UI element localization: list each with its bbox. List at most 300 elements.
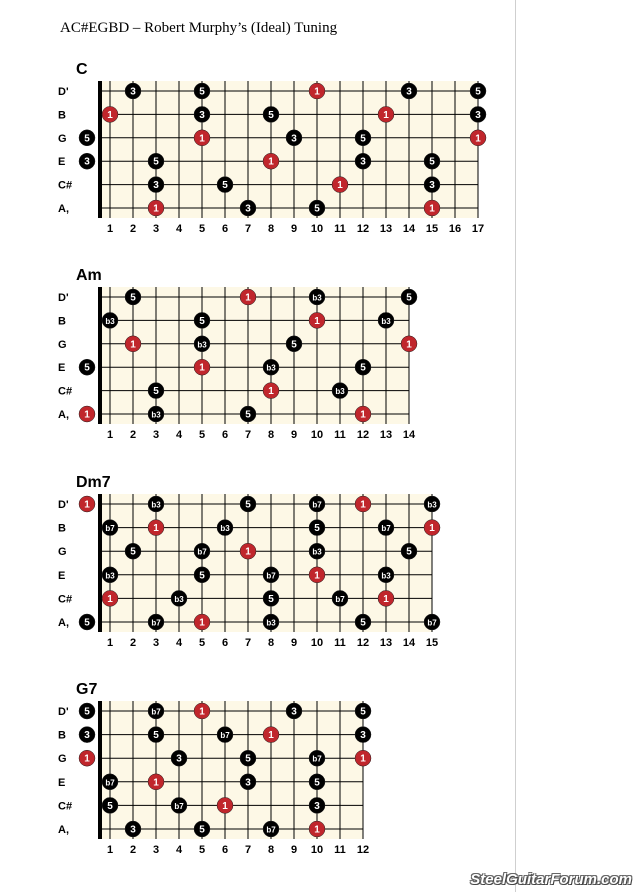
fret-number: 6: [221, 844, 229, 856]
fret-number: 3: [152, 429, 160, 441]
fret-number: 7: [244, 637, 252, 649]
note-dot: [309, 543, 325, 559]
note-dot: [470, 83, 486, 99]
string-label: C#: [58, 593, 73, 606]
note-dot: [424, 153, 440, 169]
note-dot: [217, 177, 233, 193]
note-dot: [355, 703, 371, 719]
fret-number: 16: [448, 223, 462, 235]
note-label: 1: [222, 800, 228, 812]
note-dot: [401, 543, 417, 559]
root-note-dot: [79, 750, 95, 766]
string-label: G: [58, 546, 67, 559]
note-dot: [125, 543, 141, 559]
fret-number: 3: [152, 844, 160, 856]
note-label: 1: [314, 824, 320, 836]
note-label: 3: [291, 706, 297, 718]
note-label: 5: [84, 362, 90, 374]
nut: [98, 81, 102, 218]
note-label: 1: [268, 730, 274, 742]
note-label: b7: [105, 524, 115, 534]
string-label: B: [58, 109, 66, 122]
note-label: 5: [199, 315, 205, 327]
note-label: 1: [268, 386, 274, 398]
fret-number: 5: [198, 637, 206, 649]
note-label: b3: [381, 316, 391, 326]
note-dot: [79, 703, 95, 719]
string-label: D': [58, 706, 69, 718]
note-label: 5: [245, 753, 251, 765]
note-dot: [378, 520, 394, 536]
note-label: 5: [406, 546, 412, 558]
note-label: 1: [268, 156, 274, 168]
string-label: A,: [58, 824, 69, 836]
note-label: 5: [429, 156, 435, 168]
fret-number: 13: [379, 223, 393, 235]
note-dot: [194, 83, 210, 99]
note-label: 5: [360, 706, 366, 718]
note-dot: [263, 106, 279, 122]
string-label: C#: [58, 179, 73, 192]
fret-number: 4: [175, 844, 183, 856]
string-label: C#: [58, 800, 73, 813]
string-label: G: [58, 338, 67, 351]
note-dot: [424, 177, 440, 193]
diagram-title: G7: [76, 681, 98, 698]
note-label: 3: [245, 203, 251, 215]
fretboard: [100, 494, 432, 632]
note-label: 5: [222, 180, 228, 192]
diagram-dm7: [58, 474, 440, 649]
note-dot: [194, 567, 210, 583]
note-dot: [240, 200, 256, 216]
fret-number: 13: [379, 429, 393, 441]
note-dot: [194, 312, 210, 328]
note-label: b3: [105, 316, 115, 326]
fret-number: 4: [175, 429, 183, 441]
note-dot: [424, 496, 440, 512]
note-dot: [240, 496, 256, 512]
fret-number: 13: [379, 637, 393, 649]
string-label: E: [58, 362, 66, 375]
fret-number: 3: [152, 637, 160, 649]
fret-number: 8: [267, 429, 275, 441]
fret-number: 9: [290, 844, 298, 856]
note-label: b7: [312, 754, 322, 764]
diagram-c: [58, 61, 486, 235]
note-label: 3: [245, 777, 251, 789]
note-label: b3: [381, 571, 391, 581]
fret-number: 1: [106, 637, 114, 649]
note-label: 1: [84, 409, 90, 421]
note-dot: [332, 590, 348, 606]
note-label: 3: [314, 800, 320, 812]
root-note-dot: [355, 496, 371, 512]
note-dot: [309, 200, 325, 216]
root-note-dot: [263, 383, 279, 399]
note-label: 3: [360, 156, 366, 168]
note-label: b3: [151, 500, 161, 510]
note-label: b7: [312, 500, 322, 510]
note-dot: [309, 289, 325, 305]
nut: [98, 494, 102, 632]
root-note-dot: [424, 520, 440, 536]
fret-number: 5: [198, 223, 206, 235]
fret-number: 8: [267, 223, 275, 235]
note-dot: [79, 130, 95, 146]
fret-number: 5: [198, 429, 206, 441]
note-dot: [102, 567, 118, 583]
note-label: 3: [130, 824, 136, 836]
note-dot: [102, 520, 118, 536]
note-label: 5: [360, 362, 366, 374]
fret-number: 12: [356, 223, 370, 235]
string-label: B: [58, 315, 66, 328]
note-dot: [286, 336, 302, 352]
note-label: 1: [245, 292, 251, 304]
root-note-dot: [102, 590, 118, 606]
fret-number: 4: [175, 223, 183, 235]
note-dot: [148, 406, 164, 422]
note-dot: [148, 614, 164, 630]
note-label: b7: [266, 571, 276, 581]
note-label: 5: [314, 523, 320, 535]
note-label: 1: [199, 133, 205, 145]
fret-number: 10: [310, 637, 324, 649]
note-dot: [79, 153, 95, 169]
fret-number: 14: [402, 637, 416, 649]
fret-number: 11: [334, 429, 346, 441]
note-dot: [102, 774, 118, 790]
diagram-am: [58, 267, 417, 441]
note-dot: [194, 106, 210, 122]
fret-number: 15: [425, 637, 439, 649]
root-note-dot: [79, 406, 95, 422]
note-label: 1: [199, 706, 205, 718]
diagram-g7: [58, 681, 371, 856]
string-label: A,: [58, 617, 69, 629]
note-dot: [286, 703, 302, 719]
fret-number: 14: [402, 223, 416, 235]
note-label: 1: [429, 203, 435, 215]
root-note-dot: [102, 106, 118, 122]
root-note-dot: [240, 543, 256, 559]
root-note-dot: [309, 567, 325, 583]
note-dot: [309, 797, 325, 813]
note-label: 3: [176, 753, 182, 765]
note-label: 5: [84, 133, 90, 145]
fret-number: 12: [356, 637, 370, 649]
watermark-logo: SteelGuitarForum.com: [470, 871, 632, 888]
note-label: b7: [174, 801, 184, 811]
root-note-dot: [355, 406, 371, 422]
note-label: 1: [475, 133, 481, 145]
note-dot: [332, 383, 348, 399]
note-label: b7: [197, 547, 207, 557]
note-label: 1: [199, 362, 205, 374]
fret-number: 2: [129, 429, 137, 441]
note-dot: [125, 83, 141, 99]
note-label: b3: [312, 293, 322, 303]
note-dot: [240, 750, 256, 766]
note-dot: [401, 289, 417, 305]
root-note-dot: [125, 336, 141, 352]
fret-number: 15: [425, 223, 439, 235]
note-dot: [125, 289, 141, 305]
note-label: b3: [312, 547, 322, 557]
note-label: b3: [197, 340, 207, 350]
note-dot: [240, 406, 256, 422]
note-dot: [148, 153, 164, 169]
fret-number: 1: [106, 223, 114, 235]
note-dot: [148, 496, 164, 512]
root-note-dot: [332, 177, 348, 193]
string-label: B: [58, 522, 66, 535]
page-title: AC#EGBD – Robert Murphy’s (Ideal) Tuning: [60, 20, 338, 36]
note-dot: [79, 614, 95, 630]
note-dot: [148, 703, 164, 719]
note-dot: [355, 727, 371, 743]
note-label: 5: [153, 730, 159, 742]
note-label: 3: [199, 109, 205, 121]
note-dot: [217, 727, 233, 743]
note-label: 5: [314, 203, 320, 215]
fret-number: 2: [129, 637, 137, 649]
note-label: 1: [84, 753, 90, 765]
note-dot: [355, 359, 371, 375]
note-dot: [424, 614, 440, 630]
note-dot: [148, 383, 164, 399]
note-dot: [171, 750, 187, 766]
note-label: 1: [107, 593, 113, 605]
note-label: 1: [153, 777, 159, 789]
fret-number: 11: [334, 844, 346, 856]
note-label: 5: [153, 156, 159, 168]
note-dot: [194, 336, 210, 352]
root-note-dot: [401, 336, 417, 352]
note-label: 1: [314, 86, 320, 98]
nut: [98, 287, 102, 424]
note-label: 5: [153, 386, 159, 398]
note-label: b3: [335, 387, 345, 397]
note-dot: [309, 750, 325, 766]
note-dot: [171, 590, 187, 606]
note-label: 1: [383, 109, 389, 121]
root-note-dot: [217, 797, 233, 813]
note-dot: [286, 130, 302, 146]
string-label: C#: [58, 385, 73, 398]
fret-number: 6: [221, 429, 229, 441]
note-label: 1: [360, 753, 366, 765]
root-note-dot: [263, 153, 279, 169]
string-label: E: [58, 156, 66, 169]
root-note-dot: [263, 727, 279, 743]
note-label: b7: [151, 618, 161, 628]
fret-number: 8: [267, 844, 275, 856]
root-note-dot: [355, 750, 371, 766]
note-dot: [263, 821, 279, 837]
note-label: 5: [360, 617, 366, 629]
fret-number: 12: [356, 844, 370, 856]
root-note-dot: [470, 130, 486, 146]
note-dot: [240, 774, 256, 790]
note-label: b7: [335, 594, 345, 604]
note-label: b3: [151, 410, 161, 420]
string-label: A,: [58, 409, 69, 421]
note-label: 5: [199, 570, 205, 582]
note-label: 1: [360, 409, 366, 421]
root-note-dot: [194, 359, 210, 375]
root-note-dot: [240, 289, 256, 305]
fret-number: 1: [106, 844, 114, 856]
note-dot: [217, 520, 233, 536]
note-label: b3: [220, 524, 230, 534]
note-label: 5: [268, 593, 274, 605]
note-label: b7: [381, 524, 391, 534]
note-label: 1: [383, 593, 389, 605]
string-label: B: [58, 729, 66, 742]
note-label: 1: [360, 499, 366, 511]
fretboard: [100, 81, 478, 218]
note-label: 1: [337, 180, 343, 192]
note-dot: [148, 727, 164, 743]
fret-number: 9: [290, 223, 298, 235]
string-label: G: [58, 132, 67, 145]
note-label: 3: [130, 86, 136, 98]
note-dot: [355, 130, 371, 146]
note-label: 1: [314, 570, 320, 582]
note-label: 3: [475, 109, 481, 121]
note-label: 1: [429, 523, 435, 535]
note-label: 5: [291, 339, 297, 351]
string-label: D': [58, 86, 69, 98]
note-dot: [194, 821, 210, 837]
note-label: 1: [245, 546, 251, 558]
root-note-dot: [194, 130, 210, 146]
root-note-dot: [148, 774, 164, 790]
fret-number: 9: [290, 637, 298, 649]
note-label: b3: [427, 500, 437, 510]
fret-number: 3: [152, 223, 160, 235]
diagram-title: Am: [76, 267, 102, 284]
note-label: b7: [105, 778, 115, 788]
note-dot: [263, 614, 279, 630]
note-label: 5: [84, 617, 90, 629]
diagram-title: Dm7: [76, 474, 111, 491]
note-dot: [309, 520, 325, 536]
fret-number: 10: [310, 223, 324, 235]
root-note-dot: [309, 821, 325, 837]
note-dot: [355, 614, 371, 630]
note-dot: [194, 543, 210, 559]
note-dot: [263, 359, 279, 375]
note-label: 1: [406, 339, 412, 351]
string-label: D': [58, 499, 69, 511]
note-label: 5: [268, 109, 274, 121]
note-label: 5: [130, 546, 136, 558]
note-dot: [355, 153, 371, 169]
note-label: 3: [84, 156, 90, 168]
note-label: 5: [245, 499, 251, 511]
note-dot: [309, 774, 325, 790]
root-note-dot: [378, 106, 394, 122]
fret-number: 10: [310, 844, 324, 856]
note-dot: [378, 312, 394, 328]
note-label: 1: [153, 523, 159, 535]
note-label: 5: [406, 292, 412, 304]
note-label: b3: [266, 363, 276, 373]
note-dot: [171, 797, 187, 813]
note-label: b7: [427, 618, 437, 628]
fret-number: 2: [129, 223, 137, 235]
root-note-dot: [378, 590, 394, 606]
note-label: 1: [153, 203, 159, 215]
note-label: 5: [314, 777, 320, 789]
root-note-dot: [79, 496, 95, 512]
note-dot: [102, 797, 118, 813]
fret-number: 14: [402, 429, 416, 441]
note-label: 5: [130, 292, 136, 304]
note-label: 3: [360, 730, 366, 742]
string-label: E: [58, 776, 66, 789]
note-label: 3: [429, 180, 435, 192]
fret-number: 11: [334, 637, 346, 649]
fret-number: 7: [244, 223, 252, 235]
root-note-dot: [194, 703, 210, 719]
note-label: 3: [153, 180, 159, 192]
note-label: 1: [107, 109, 113, 121]
note-label: b7: [220, 731, 230, 741]
note-label: 1: [314, 315, 320, 327]
fret-number: 8: [267, 637, 275, 649]
root-note-dot: [194, 614, 210, 630]
note-label: 3: [84, 730, 90, 742]
root-note-dot: [309, 83, 325, 99]
fret-number: 2: [129, 844, 137, 856]
note-label: b7: [266, 825, 276, 835]
string-label: D': [58, 292, 69, 304]
note-label: 5: [84, 706, 90, 718]
note-label: 5: [199, 824, 205, 836]
string-label: G: [58, 753, 67, 766]
note-label: 3: [406, 86, 412, 98]
nut: [98, 701, 102, 839]
root-note-dot: [148, 520, 164, 536]
fret-number: 5: [198, 844, 206, 856]
fret-number: 4: [175, 637, 183, 649]
fret-number: 17: [471, 223, 485, 235]
note-dot: [102, 312, 118, 328]
root-note-dot: [424, 200, 440, 216]
string-label: A,: [58, 203, 69, 215]
fret-number: 6: [221, 637, 229, 649]
note-dot: [79, 359, 95, 375]
note-label: 5: [475, 86, 481, 98]
note-label: 3: [291, 133, 297, 145]
note-dot: [263, 567, 279, 583]
fret-number: 6: [221, 223, 229, 235]
note-label: 5: [245, 409, 251, 421]
fret-number: 10: [310, 429, 324, 441]
fret-number: 12: [356, 429, 370, 441]
note-dot: [309, 496, 325, 512]
string-label: E: [58, 569, 66, 582]
fret-number: 1: [106, 429, 114, 441]
diagram-title: C: [76, 61, 88, 78]
note-label: 1: [130, 339, 136, 351]
note-label: 1: [84, 499, 90, 511]
note-label: b3: [266, 618, 276, 628]
